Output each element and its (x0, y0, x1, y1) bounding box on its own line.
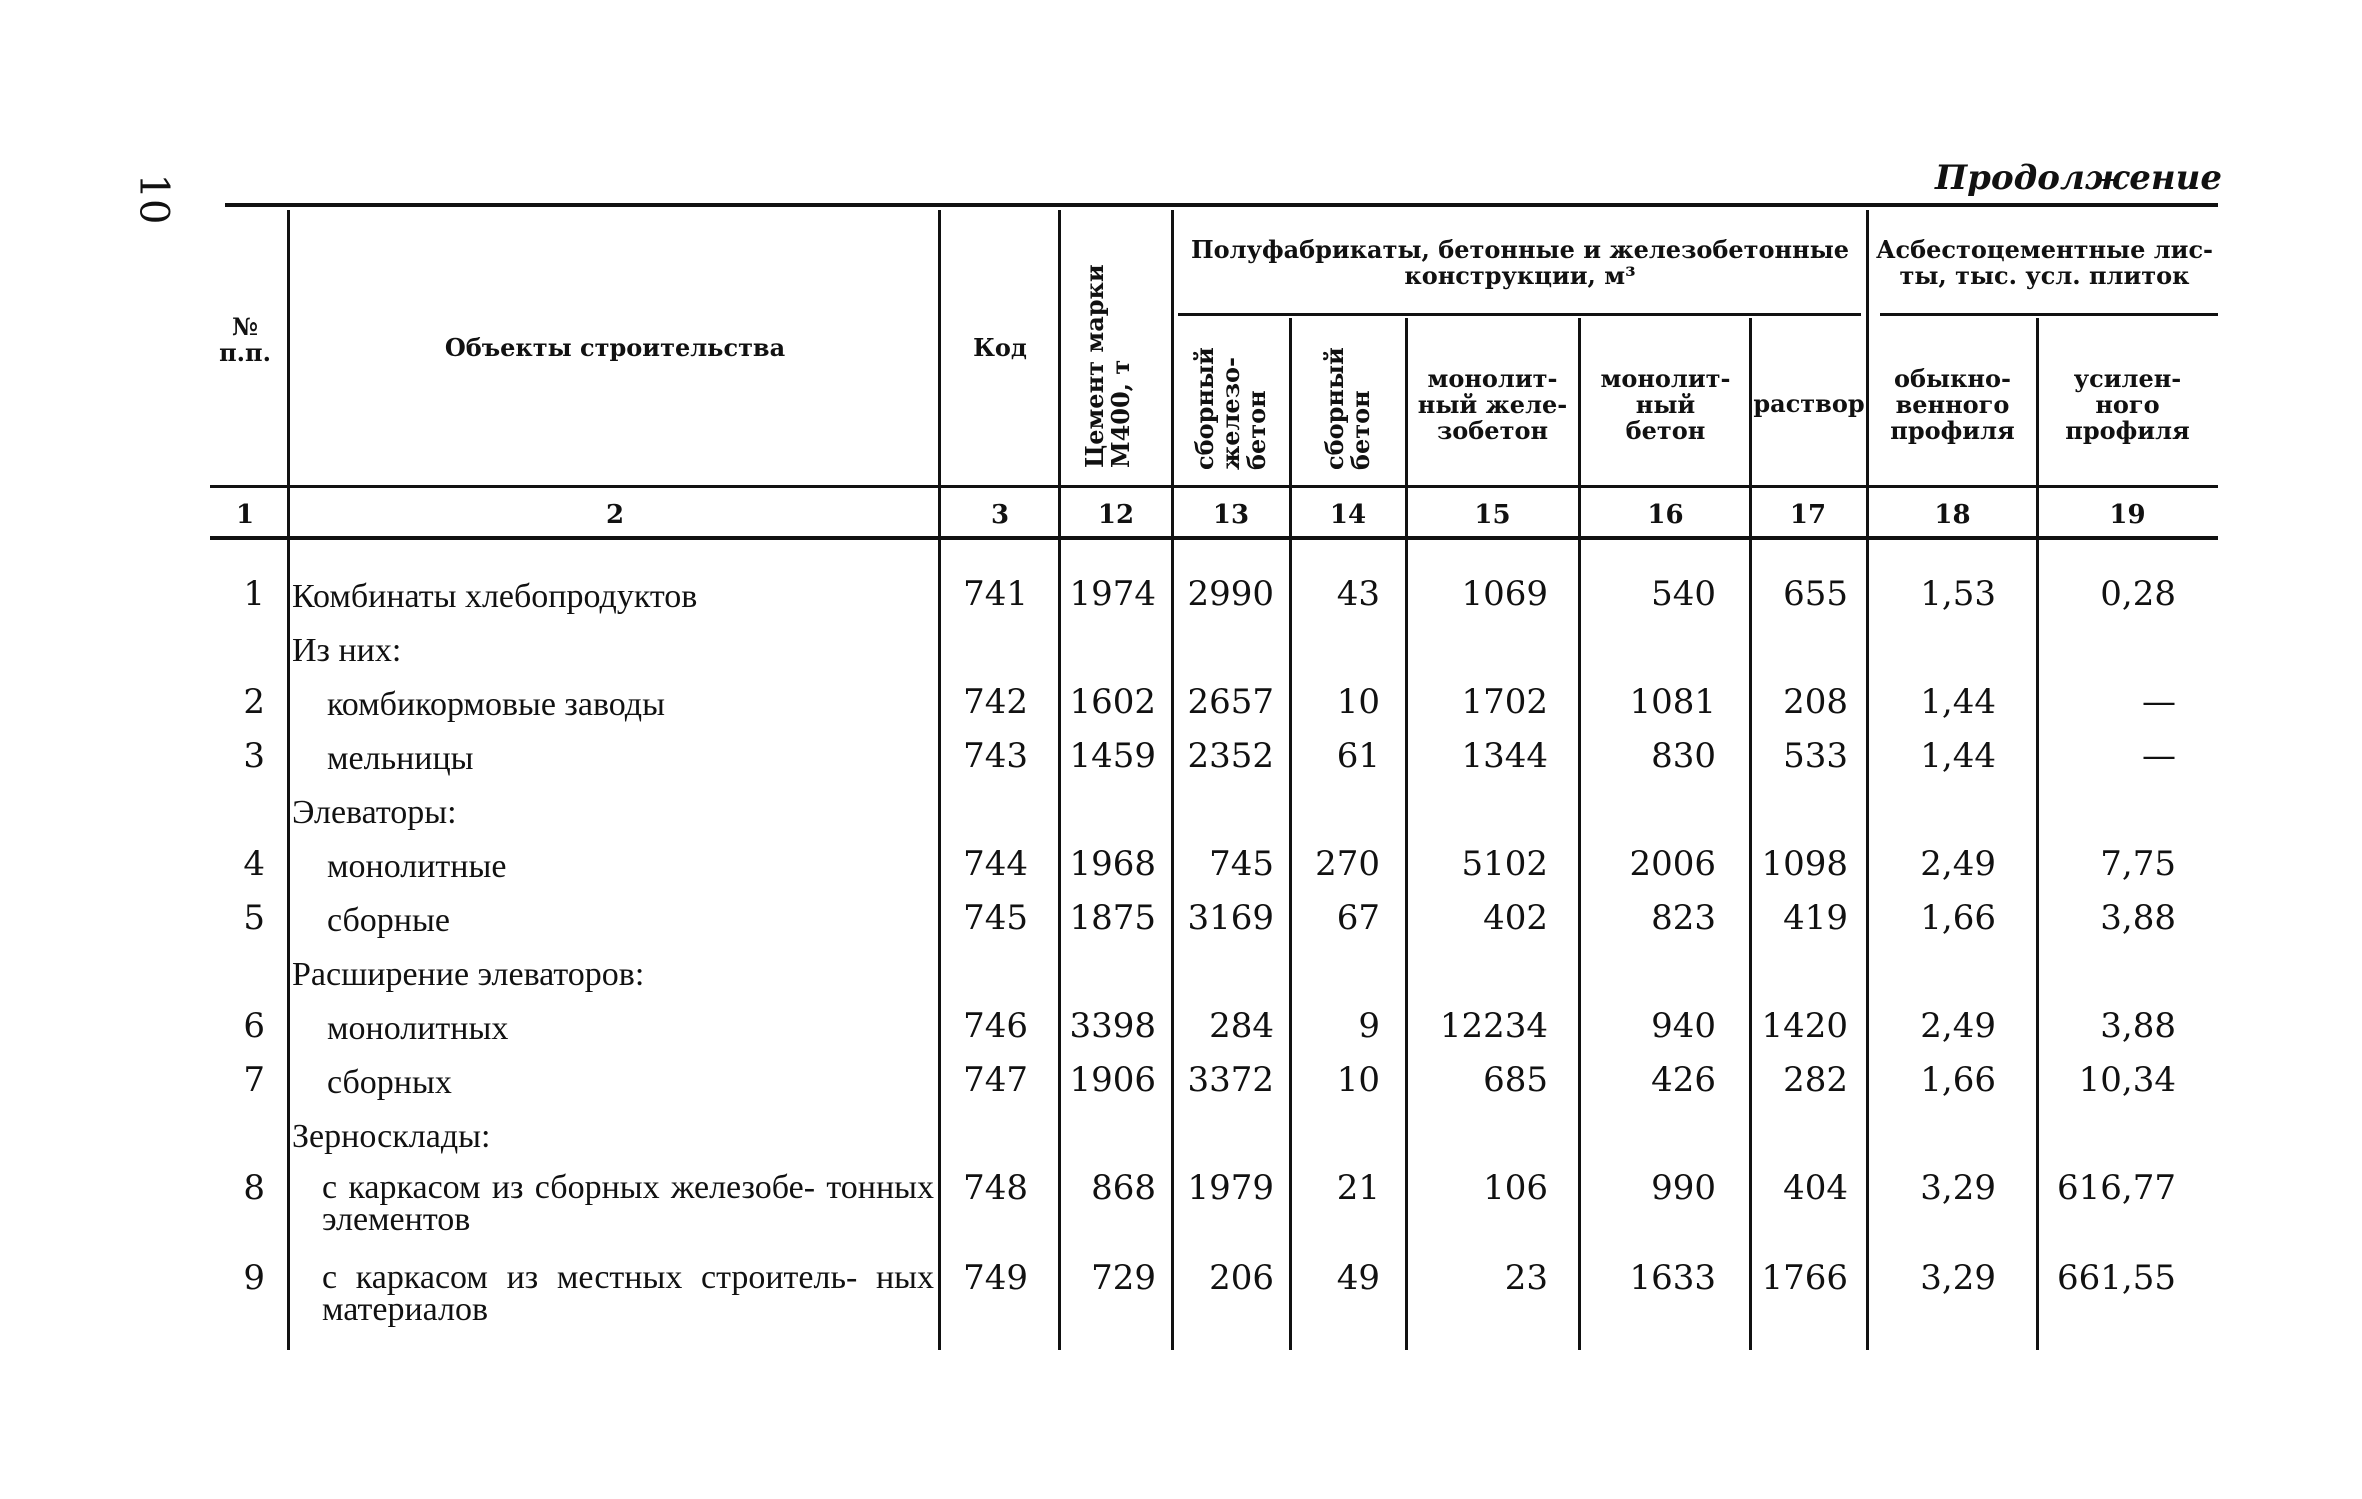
row-number: 7 (243, 1060, 265, 1100)
cell-19: — (2142, 682, 2176, 722)
header-group1: Полуфабрикаты, бетонные и железобетонные конструкции, м³ (1190, 235, 1850, 290)
cell-code: 743 (963, 736, 1028, 776)
cell-14: 9 (1358, 1006, 1380, 1046)
object-name: сборных (327, 1064, 452, 1101)
cell-cement: 1459 (1069, 736, 1156, 776)
continuation-label: Продолжение (1935, 158, 2222, 198)
colnum: 17 (1789, 500, 1827, 530)
cell-18: 1,66 (1920, 1060, 1996, 1100)
header-no: № п.п. (219, 312, 271, 367)
row-number: 6 (243, 1006, 265, 1046)
cell-19: 7,75 (2100, 844, 2176, 884)
colnum: 1 (235, 500, 255, 530)
cell-13: 3372 (1187, 1060, 1274, 1100)
row-number: 4 (243, 844, 265, 884)
cell-15: 1702 (1461, 682, 1548, 722)
cell-18: 3,29 (1920, 1258, 1996, 1298)
cell-17: 655 (1783, 574, 1848, 614)
cell-19: 616,77 (2057, 1168, 2176, 1208)
row-number: 1 (243, 574, 265, 614)
cell-15: 5102 (1461, 844, 1548, 884)
colnum: 13 (1212, 500, 1250, 530)
header-sub16: монолит- ный бетон (1600, 364, 1731, 445)
header-bottom-rule (210, 485, 2218, 488)
row-number: 2 (243, 682, 265, 722)
cell-18: 1,44 (1920, 682, 1996, 722)
cell-code: 748 (963, 1168, 1028, 1208)
colnum: 19 (2109, 500, 2146, 530)
cell-19: 0,28 (2100, 574, 2176, 614)
cell-19: 3,88 (2100, 1006, 2176, 1046)
cell-14: 49 (1336, 1258, 1380, 1298)
cell-17: 404 (1783, 1168, 1848, 1208)
cell-13: 3169 (1187, 898, 1274, 938)
header-group2: Асбестоцементные лис- ты, тыс. усл. плиток (1875, 235, 2214, 290)
cell-13: 2990 (1187, 574, 1274, 614)
cell-17: 282 (1783, 1060, 1848, 1100)
top-rule (225, 203, 2218, 207)
cell-15: 685 (1483, 1060, 1548, 1100)
cell-16: 940 (1651, 1006, 1716, 1046)
header-sub18: обыкно- венного профиля (1890, 364, 2015, 445)
cell-code: 744 (963, 844, 1028, 884)
cell-16: 990 (1651, 1168, 1716, 1208)
cell-17: 1098 (1761, 844, 1848, 884)
cell-16: 2006 (1629, 844, 1716, 884)
cell-cement: 729 (1091, 1258, 1156, 1298)
object-name: сборные (327, 902, 450, 939)
cell-15: 1344 (1461, 736, 1548, 776)
cell-13: 2352 (1187, 736, 1274, 776)
row-number: 8 (243, 1168, 265, 1208)
header-objects: Объекты строительства (444, 333, 786, 362)
cell-17: 1766 (1761, 1258, 1848, 1298)
cell-16: 830 (1651, 736, 1716, 776)
row-number: 5 (243, 898, 265, 938)
cell-15: 106 (1483, 1168, 1548, 1208)
cell-19: — (2142, 736, 2176, 776)
group-label: Зерносклады: (292, 1118, 491, 1155)
cell-cement: 1906 (1069, 1060, 1156, 1100)
cell-18: 2,49 (1920, 844, 1996, 884)
cell-cement: 1968 (1069, 844, 1156, 884)
cell-cement: 1875 (1069, 898, 1156, 938)
col-divider (287, 210, 290, 1350)
cell-cement: 1974 (1069, 574, 1156, 614)
cell-15: 402 (1483, 898, 1548, 938)
colnum: 16 (1647, 500, 1684, 530)
group-label: Элеваторы: (292, 794, 457, 831)
cell-18: 1,66 (1920, 898, 1996, 938)
group1-rule (1178, 313, 1861, 316)
row-number: 9 (243, 1258, 265, 1298)
cell-cement: 3398 (1069, 1006, 1156, 1046)
object-name: с каркасом из сборных железобе- тонных элементов (322, 1169, 934, 1238)
cell-14: 67 (1336, 898, 1380, 938)
cell-18: 1,53 (1920, 574, 1996, 614)
cell-14: 43 (1336, 574, 1380, 614)
colnum: 18 (1934, 500, 1971, 530)
cell-13: 745 (1209, 844, 1274, 884)
cell-19: 10,34 (2078, 1060, 2176, 1100)
cell-code: 746 (963, 1006, 1028, 1046)
header-code: Код (973, 333, 1027, 362)
cell-18: 2,49 (1920, 1006, 1996, 1046)
object-name: монолитных (327, 1010, 509, 1047)
header-sub14: сборный бетон (1320, 347, 1375, 470)
colnum: 15 (1474, 500, 1511, 530)
cell-18: 1,44 (1920, 736, 1996, 776)
cell-code: 741 (963, 574, 1028, 614)
cell-17: 1420 (1761, 1006, 1848, 1046)
colnum: 3 (990, 500, 1010, 530)
cell-19: 3,88 (2100, 898, 2176, 938)
cell-15: 1069 (1461, 574, 1548, 614)
cell-17: 208 (1783, 682, 1848, 722)
cell-15: 23 (1504, 1258, 1548, 1298)
cell-17: 419 (1783, 898, 1848, 938)
header-cement: Цемент марки М400, т (1080, 264, 1135, 468)
cell-14: 10 (1336, 682, 1380, 722)
cell-14: 61 (1336, 736, 1380, 776)
cell-14: 270 (1315, 844, 1380, 884)
cell-16: 540 (1651, 574, 1716, 614)
object-name: Комбинаты хлебопродуктов (292, 578, 698, 615)
header-sub15: монолит- ный желе- зобетон (1417, 364, 1568, 445)
cell-18: 3,29 (1920, 1168, 1996, 1208)
group-label: Расширение элеваторов: (292, 956, 645, 993)
group-label: Из них: (292, 632, 402, 669)
cell-16: 1081 (1629, 682, 1716, 722)
cell-cement: 868 (1091, 1168, 1156, 1208)
colnum: 12 (1097, 500, 1135, 530)
group2-rule (1880, 313, 2218, 316)
cell-14: 10 (1336, 1060, 1380, 1100)
header-sub13: сборный железо- бетон (1190, 347, 1271, 470)
cell-code: 747 (963, 1060, 1028, 1100)
cell-code: 749 (963, 1258, 1028, 1298)
object-name: с каркасом из местных строитель- ных материалов (322, 1259, 934, 1328)
cell-16: 426 (1651, 1060, 1716, 1100)
colnum: 2 (605, 500, 625, 530)
object-name: монолитные (327, 848, 507, 885)
cell-code: 745 (963, 898, 1028, 938)
cell-15: 12234 (1439, 1006, 1548, 1046)
cell-14: 21 (1336, 1168, 1380, 1208)
colnum-rule (210, 536, 2218, 540)
cell-16: 823 (1651, 898, 1716, 938)
cell-cement: 1602 (1069, 682, 1156, 722)
header-sub19: усилен- ного профиля (2065, 364, 2190, 445)
object-name: мельницы (327, 740, 474, 777)
colnum: 14 (1329, 500, 1367, 530)
cell-code: 742 (963, 682, 1028, 722)
cell-13: 2657 (1187, 682, 1274, 722)
cell-19: 661,55 (2057, 1258, 2176, 1298)
header-sub17: раствор (1753, 389, 1865, 418)
cell-16: 1633 (1629, 1258, 1716, 1298)
cell-13: 284 (1209, 1006, 1274, 1046)
page-number: 10 (130, 173, 177, 225)
cell-17: 533 (1783, 736, 1848, 776)
cell-13: 206 (1209, 1258, 1274, 1298)
cell-13: 1979 (1187, 1168, 1274, 1208)
row-number: 3 (243, 736, 265, 776)
object-name: комбикормовые заводы (327, 686, 665, 723)
